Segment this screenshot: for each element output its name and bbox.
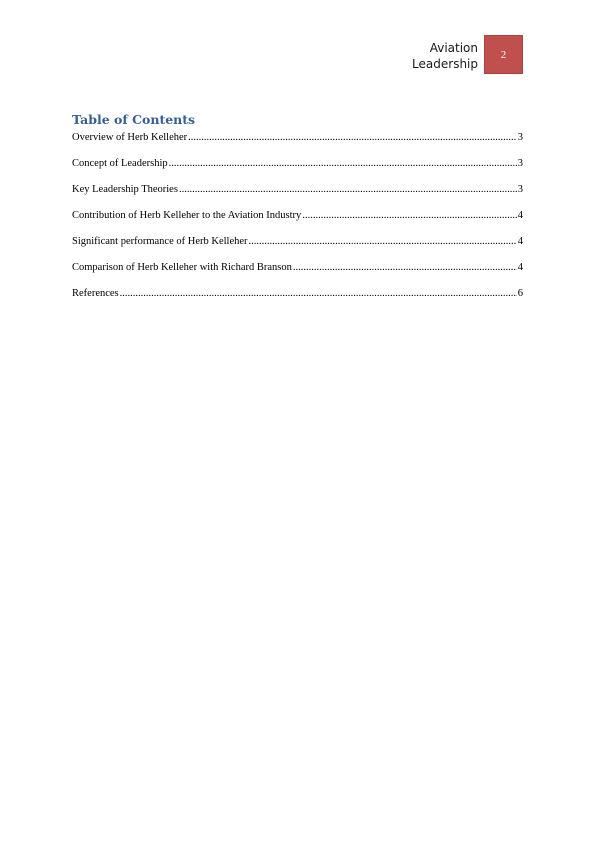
toc-entry-label[interactable]: Overview of Herb Kelleher [72,132,188,143]
page-number-box [484,35,523,74]
toc-entry-comparison[interactable] [72,261,523,287]
toc-dot-leader [120,287,517,301]
toc-entry-page[interactable]: 3 [517,132,523,143]
toc-entry-label[interactable]: Comparison of Herb Kelleher with Richard Branson [72,262,292,273]
toc-entry-page[interactable]: 4 [517,210,523,221]
toc-entry-label[interactable]: Key Leadership Theories [72,184,178,195]
toc-entry-label[interactable]: References [72,288,119,299]
toc-entry-concept[interactable] [72,157,523,183]
toc-entry-contribution[interactable] [72,209,523,235]
toc-entry-label[interactable]: Significant performance of Herb Kelleher [72,236,248,247]
toc-dot-leader [169,157,517,171]
toc-entry-theories[interactable] [72,183,523,209]
running-header [412,40,478,72]
toc-entry-page[interactable]: 4 [517,262,523,273]
page-number: 2 [500,48,507,61]
toc-entry-page[interactable]: 3 [517,184,523,195]
toc-entry-references[interactable] [72,287,523,313]
toc-dot-leader [179,183,517,197]
toc-entry-page[interactable]: 3 [517,158,523,169]
toc-dot-leader [249,235,517,249]
toc-dot-leader [293,261,517,275]
toc-entry-performance[interactable] [72,235,523,261]
toc-entry-page[interactable]: 4 [517,236,523,247]
toc-heading: Table of Contents [72,112,196,127]
header-title-line2: Leadership [412,57,478,71]
toc-entry-page[interactable]: 6 [517,288,523,299]
toc-entry-label[interactable]: Contribution of Herb Kelleher to the Aviation Industry [72,210,302,221]
toc-dot-leader [302,209,516,223]
toc-dot-leader [188,131,517,145]
toc-entry-label[interactable]: Concept of Leadership [72,158,168,169]
header-title-line1: Aviation [429,41,478,55]
toc-list [72,131,523,313]
toc-entry-overview[interactable] [72,131,523,157]
